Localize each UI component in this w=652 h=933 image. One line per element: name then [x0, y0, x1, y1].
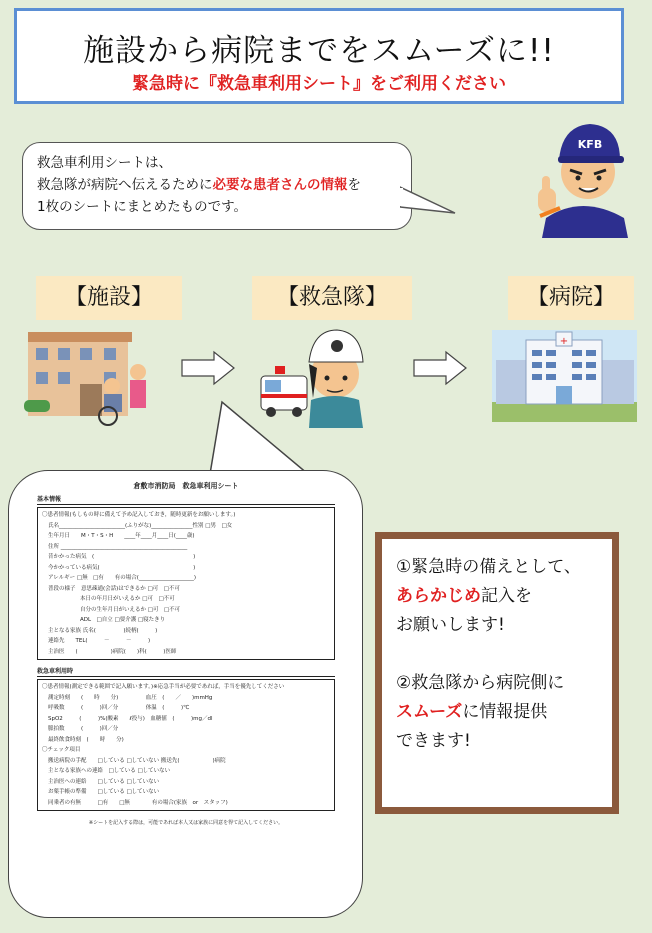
form-row: 主治医への連絡 □している □していない: [48, 778, 160, 785]
svg-text:+: +: [559, 336, 569, 347]
notice-line: あらかじめ記入を: [396, 586, 532, 606]
form-row: 〇患者情報(測定できる範囲で記入願います。)※応急手当が必要であれば，手当を優先してください: [42, 684, 285, 690]
form-row: 測定時刻 ( 時 分) 血圧 ( ／ )mmHg: [48, 694, 213, 701]
form-row: 呼吸数 ( )回／分 体温 ( )℃: [48, 705, 190, 711]
bubble-tail: [400, 183, 460, 223]
label-hospital: 【病院】: [508, 276, 634, 320]
notice-panel: [382, 539, 612, 807]
sheet-bubble-tail: [200, 398, 320, 478]
form-row: 氏名________________________(ふりがな)_______________性別 □男 □女: [48, 522, 233, 529]
ambulance-info-frame: [37, 679, 335, 811]
notice-line: ①緊急時の備えとして、: [396, 557, 581, 577]
hospital-illustration: [492, 330, 637, 422]
explanation-line: 救急車利用シートは、: [37, 155, 172, 171]
form-row: 主治医 ( )病院( )科( )医師: [48, 648, 177, 655]
form-row: 今かかっている病気( ): [48, 564, 196, 571]
form-row: 〇チェック項目: [42, 747, 81, 753]
form-row: 脈拍数 ( )回／分: [48, 726, 119, 732]
form-row: お薬手帳の準備 □している □していない: [48, 789, 160, 795]
notice-line: スムーズに情報提供: [396, 702, 548, 722]
form-row: 自分の生年月日がいえるか □可 □不可: [80, 606, 181, 613]
label-facility: 【施設】: [36, 276, 182, 320]
form-row: 主となる家族への連絡 □している □していない: [48, 768, 171, 774]
form-footnote: ※シートを記入する際は，可能であれば本人又は家族に同意を得て記入してください。: [88, 820, 284, 826]
form-row: 本日の年月日がいえるか □可 □不可: [80, 596, 175, 602]
label-ems: 【救急隊】: [252, 276, 412, 320]
flow-arrow-icon: [180, 350, 236, 386]
form-section-heading: 基本情報: [37, 494, 335, 505]
notice-text: [396, 553, 581, 756]
form-row: 最終飲食時刻 ( 時 分): [48, 736, 124, 743]
form-row: ADL □自立 □要介護 □寝たきり: [80, 617, 166, 623]
form-row: 同乗者の有無 □有 □無 有の場合(家族 or スタッフ): [48, 799, 228, 806]
form-sheet: [37, 481, 335, 826]
page-subtitle: 緊急時に『救急車利用シート』をご利用ください: [132, 74, 506, 94]
facility-illustration: [22, 328, 162, 428]
form-row: 搬送病院の手配 □している □していない 搬送先( )病院: [48, 757, 226, 764]
form-row: 住所 ______________________________________________: [48, 543, 188, 550]
cap-logo: KFB: [577, 138, 603, 151]
form-row: 昔かかった病気 ( ): [48, 554, 196, 560]
header-banner: [14, 8, 624, 104]
explanation-line: 救急隊が病院へ伝えるために必要な患者さんの情報を: [37, 177, 361, 193]
notice-line: ②救急隊から病院側に: [396, 673, 565, 693]
form-sheet-bubble: [8, 470, 363, 918]
form-row: 主となる家族 氏名( )続柄( ): [48, 627, 158, 634]
notice-line: お願いします!: [396, 615, 505, 635]
form-row: 〇患者情報(もしもの時に備えて予め記入しておき，随時更新をお願いします。): [42, 512, 236, 518]
form-row: 普段の様子 意思疎通(会話)はできるか □可 □不可: [48, 585, 180, 592]
basic-info-frame: [37, 507, 335, 660]
explanation-line: 1枚のシートにまとめたものです。: [37, 199, 248, 215]
explanation-text: [37, 152, 361, 218]
notice-board: [375, 532, 619, 814]
form-row: アレルギー □無 □有 有の場合(____________________): [48, 575, 197, 581]
explanation-bubble: [22, 142, 412, 230]
form-row: 生年月日 M・T・S・H ____年____月____日(____歳): [48, 533, 195, 539]
flow-arrow-icon: [412, 350, 468, 386]
form-title: 倉敷市消防局 救急車利用シート: [133, 482, 239, 490]
form-row: SpO2 ( )%(酸素 ℓ投与) 血糖値 ( )mg／dl: [48, 715, 213, 722]
mascot-illustration: [532, 108, 637, 238]
form-row: 連絡先 TEL( － － ): [48, 638, 151, 644]
notice-line: できます!: [396, 731, 471, 751]
page-title: 施設から病院までをスムーズに!!: [83, 33, 555, 69]
form-section-heading: 救急車利用時: [37, 666, 335, 677]
